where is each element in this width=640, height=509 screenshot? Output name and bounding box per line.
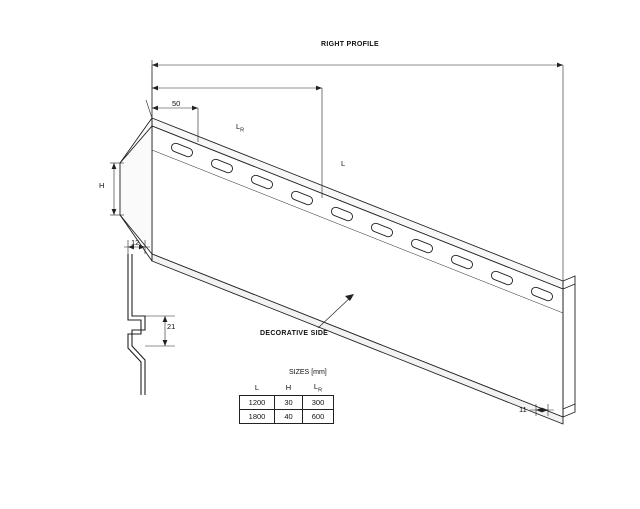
sizes-title-text: SIZES [289, 369, 310, 376]
sizes-header-H: H [285, 383, 292, 393]
dim-label-21: 21 [167, 322, 176, 331]
cell-H-row2: 40 [275, 409, 303, 423]
dim-label-LR [236, 122, 244, 134]
table-row [240, 409, 334, 423]
sizes-table-title [289, 369, 327, 376]
cell-LR-row2: 600 [303, 409, 334, 423]
dim-label-11: 11 [519, 405, 527, 414]
cross-section-profile [128, 254, 145, 395]
profile-right-end [563, 276, 575, 417]
dim-label-LR-main: L [236, 122, 241, 131]
sizes-title-unit: [mm] [311, 369, 327, 376]
profile-front-face [152, 126, 563, 417]
cell-LR-row1: 300 [303, 395, 334, 409]
dim-label-50: 50 [172, 99, 181, 108]
drawing-title: RIGHT PROFILE [321, 41, 379, 48]
decorative-side-label: DECORATIVE SIDE [260, 330, 329, 337]
table-row [240, 395, 334, 409]
dim-label-12: 12 [131, 238, 140, 247]
dim-label-H: H [99, 181, 105, 190]
dim-label-L: L [341, 159, 346, 168]
cell-H-row1: 30 [275, 395, 303, 409]
sizes-table [239, 381, 334, 424]
sizes-header-LR [303, 381, 334, 395]
sizes-header-LR-main: L [313, 382, 319, 391]
cell-L-row2: 1800 [240, 409, 275, 423]
dimension-arrows-top [152, 63, 563, 111]
dimension-21 [145, 316, 175, 346]
sizes-table-header-row [240, 381, 334, 395]
sizes-header-L: L [254, 383, 260, 393]
dim-label-LR-sub: R [240, 127, 245, 134]
sizes-header-LR-sub: R [318, 387, 323, 394]
cell-L-row1: 1200 [240, 395, 275, 409]
